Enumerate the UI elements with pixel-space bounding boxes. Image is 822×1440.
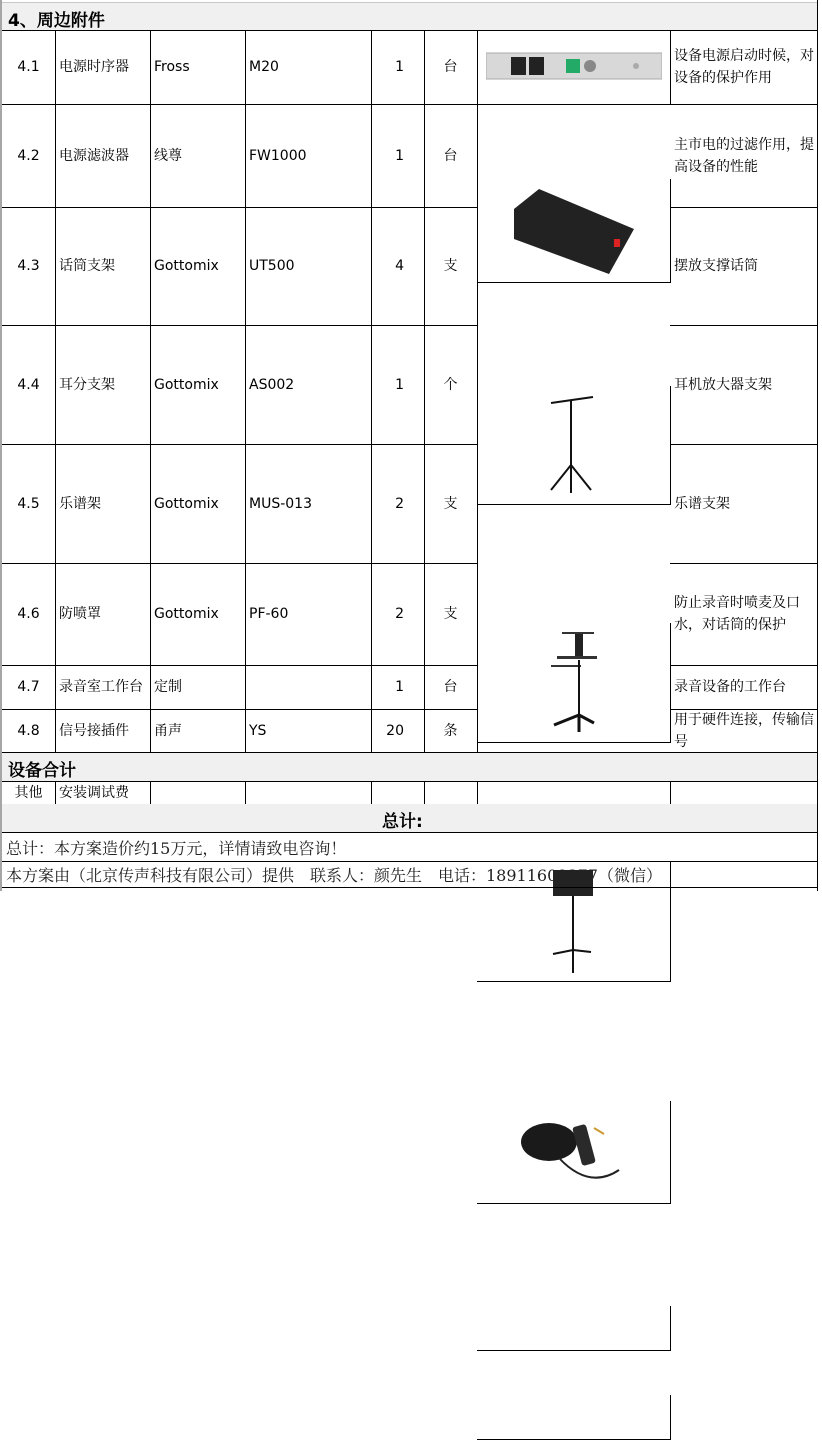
item-name[interactable]: [55, 30, 151, 105]
item-name[interactable]: [55, 207, 151, 326]
item-brand-text: Gottomix: [154, 495, 219, 512]
item-quantity-text: 2: [395, 495, 404, 512]
item-unit[interactable]: [424, 444, 478, 564]
item-image[interactable]: [477, 386, 671, 505]
item-brand[interactable]: [150, 444, 246, 564]
item-description[interactable]: [670, 563, 818, 666]
item-model[interactable]: [245, 104, 372, 208]
item-description-text: 录音设备的工作台: [674, 679, 786, 695]
section-header: [2, 2, 818, 31]
item-unit[interactable]: [424, 665, 478, 710]
pop-filter-image: [519, 1120, 629, 1184]
item-model-text: MUS-013: [249, 495, 312, 512]
item-unit[interactable]: [424, 30, 478, 105]
item-quantity[interactable]: [371, 104, 425, 208]
item-unit-text: 台: [443, 59, 458, 75]
item-quantity-text: 4: [395, 258, 404, 274]
subtotal-header: [2, 752, 818, 782]
item-unit-text: 台: [443, 679, 458, 695]
item-description-text: 设备电源启动时候，对设备的保护作用: [674, 48, 814, 86]
item-unit-text: 条: [443, 723, 458, 739]
item-number-text: 4.6: [17, 606, 40, 622]
item-number-text: 4.5: [17, 495, 40, 512]
item-unit-text: 支: [443, 495, 458, 512]
item-name[interactable]: [55, 563, 151, 666]
item-brand-text: Gottomix: [154, 606, 219, 622]
item-quantity[interactable]: [371, 665, 425, 710]
item-description-text: 乐谱支架: [674, 495, 730, 512]
item-unit-text: 台: [443, 147, 458, 164]
item-name-text: 乐谱架: [59, 495, 101, 512]
item-number-text: 4.1: [17, 59, 40, 75]
item-quantity-text: 1: [395, 59, 404, 75]
item-quantity-text: 1: [395, 376, 404, 393]
item-model-text: AS002: [249, 376, 295, 393]
item-brand[interactable]: [150, 325, 246, 445]
item-unit[interactable]: [424, 563, 478, 666]
item-image[interactable]: [477, 1395, 671, 1440]
item-quantity-text: 2: [395, 606, 404, 622]
item-number-text: 4.8: [17, 723, 40, 739]
total-header: [2, 804, 818, 833]
item-quantity[interactable]: [371, 325, 425, 445]
item-image[interactable]: [477, 30, 671, 105]
item-number-text: 4.7: [17, 679, 40, 695]
item-name-text: 电源滤波器: [59, 147, 129, 164]
item-unit[interactable]: [424, 325, 478, 445]
other-brand[interactable]: [150, 781, 246, 805]
item-name[interactable]: [55, 665, 151, 710]
item-description-text: 耳机放大器支架: [674, 376, 772, 393]
item-model-text: M20: [249, 59, 279, 75]
item-number-text: 4.4: [17, 376, 40, 393]
item-model[interactable]: [245, 709, 372, 754]
item-number-text: 4.2: [17, 147, 40, 164]
subtotal-title: 设备合计: [8, 761, 76, 781]
item-quantity-text: 1: [395, 679, 404, 695]
item-name-text: 信号接插件: [59, 723, 129, 739]
item-quantity[interactable]: [371, 30, 425, 105]
item-model[interactable]: [245, 207, 372, 326]
item-quantity[interactable]: [371, 207, 425, 326]
item-number[interactable]: [2, 325, 56, 445]
item-unit-text: 支: [443, 606, 458, 622]
item-brand[interactable]: [150, 207, 246, 326]
item-description-text: 摆放支撑话筒: [674, 258, 758, 274]
item-number[interactable]: [2, 444, 56, 564]
item-number-text: 4.3: [17, 258, 40, 274]
other-image[interactable]: [477, 781, 671, 805]
item-unit-text: 支: [443, 258, 458, 274]
item-unit-text: 个: [443, 376, 458, 393]
item-brand[interactable]: [150, 563, 246, 666]
item-number[interactable]: [2, 709, 56, 754]
item-number[interactable]: [2, 665, 56, 710]
item-unit[interactable]: [424, 104, 478, 208]
item-unit[interactable]: [424, 207, 478, 326]
item-brand-text: 定制: [154, 679, 182, 695]
other-unit[interactable]: [424, 781, 478, 805]
item-unit[interactable]: [424, 709, 478, 754]
item-name-text: 耳分支架: [59, 376, 115, 393]
item-quantity-text: 20: [386, 723, 404, 739]
item-description[interactable]: [670, 665, 818, 710]
section-title: 4、周边附件: [8, 11, 105, 31]
item-number[interactable]: [2, 104, 56, 208]
item-brand[interactable]: [150, 30, 246, 105]
item-model[interactable]: [245, 30, 372, 105]
item-name[interactable]: [55, 104, 151, 208]
item-name-text: 录音室工作台: [59, 679, 143, 695]
item-name[interactable]: [55, 325, 151, 445]
item-description[interactable]: [670, 444, 818, 564]
contact-note[interactable]: 本方案由（北京传声科技有限公司）提供 联系人：颜先生 电话：18911608377（微信）: [2, 862, 818, 888]
item-description[interactable]: [670, 325, 818, 445]
other-model[interactable]: [245, 781, 372, 805]
item-brand[interactable]: [150, 709, 246, 754]
item-number[interactable]: [2, 207, 56, 326]
item-name[interactable]: [55, 444, 151, 564]
item-brand[interactable]: [150, 665, 246, 710]
item-name-text: 话筒支架: [59, 258, 115, 274]
item-name[interactable]: [55, 709, 151, 754]
item-quantity[interactable]: [371, 563, 425, 666]
total-label: 总计:: [382, 812, 423, 832]
item-name-text: 防喷罩: [59, 606, 101, 622]
item-description-text: 用于硬件连接，传输信号: [674, 712, 814, 750]
other-desc[interactable]: [670, 781, 818, 805]
item-number[interactable]: [2, 563, 56, 666]
item-model[interactable]: [245, 665, 372, 710]
item-image[interactable]: [477, 1306, 671, 1351]
item-description[interactable]: [670, 30, 818, 105]
item-number[interactable]: [2, 30, 56, 105]
item-model[interactable]: [245, 325, 372, 445]
item-model-text: FW1000: [249, 147, 307, 164]
item-description[interactable]: [670, 709, 818, 754]
other-name[interactable]: 安装调试费: [55, 781, 151, 805]
item-brand-text: Gottomix: [154, 376, 219, 393]
item-brand-text: 甬声: [154, 723, 182, 739]
item-model-text: UT500: [249, 258, 295, 274]
other-qty[interactable]: [371, 781, 425, 805]
item-description[interactable]: [670, 104, 818, 208]
item-image[interactable]: [477, 1101, 671, 1204]
item-quantity[interactable]: [371, 444, 425, 564]
item-quantity-text: 1: [395, 147, 404, 164]
item-brand-text: Gottomix: [154, 258, 219, 274]
table-right-border: [817, 0, 818, 891]
item-brand-text: 线尊: [154, 147, 182, 164]
other-no[interactable]: 其他: [2, 781, 56, 805]
item-brand-text: Fross: [154, 59, 190, 75]
item-model-text: YS: [249, 723, 267, 739]
item-image[interactable]: [477, 179, 671, 283]
headphone-amp-stand-image: [549, 630, 599, 735]
item-image[interactable]: [477, 623, 671, 743]
item-model-text: PF-60: [249, 606, 289, 622]
item-model[interactable]: [245, 444, 372, 564]
price-note[interactable]: 总计：本方案造价约15万元，详情请致电咨询！: [2, 833, 818, 862]
power-filter-image: [509, 184, 639, 278]
mic-stand-image: [549, 395, 599, 495]
item-model[interactable]: [245, 563, 372, 666]
item-description-text: 防止录音时喷麦及口水，对话筒的保护: [674, 595, 800, 633]
item-brand[interactable]: [150, 104, 246, 208]
item-name-text: 电源时序器: [59, 59, 129, 75]
power-sequencer-image: [486, 47, 662, 87]
item-quantity[interactable]: [371, 709, 425, 754]
item-description-text: 主市电的过滤作用，提高设备的性能: [674, 136, 814, 175]
item-description[interactable]: [670, 207, 818, 326]
